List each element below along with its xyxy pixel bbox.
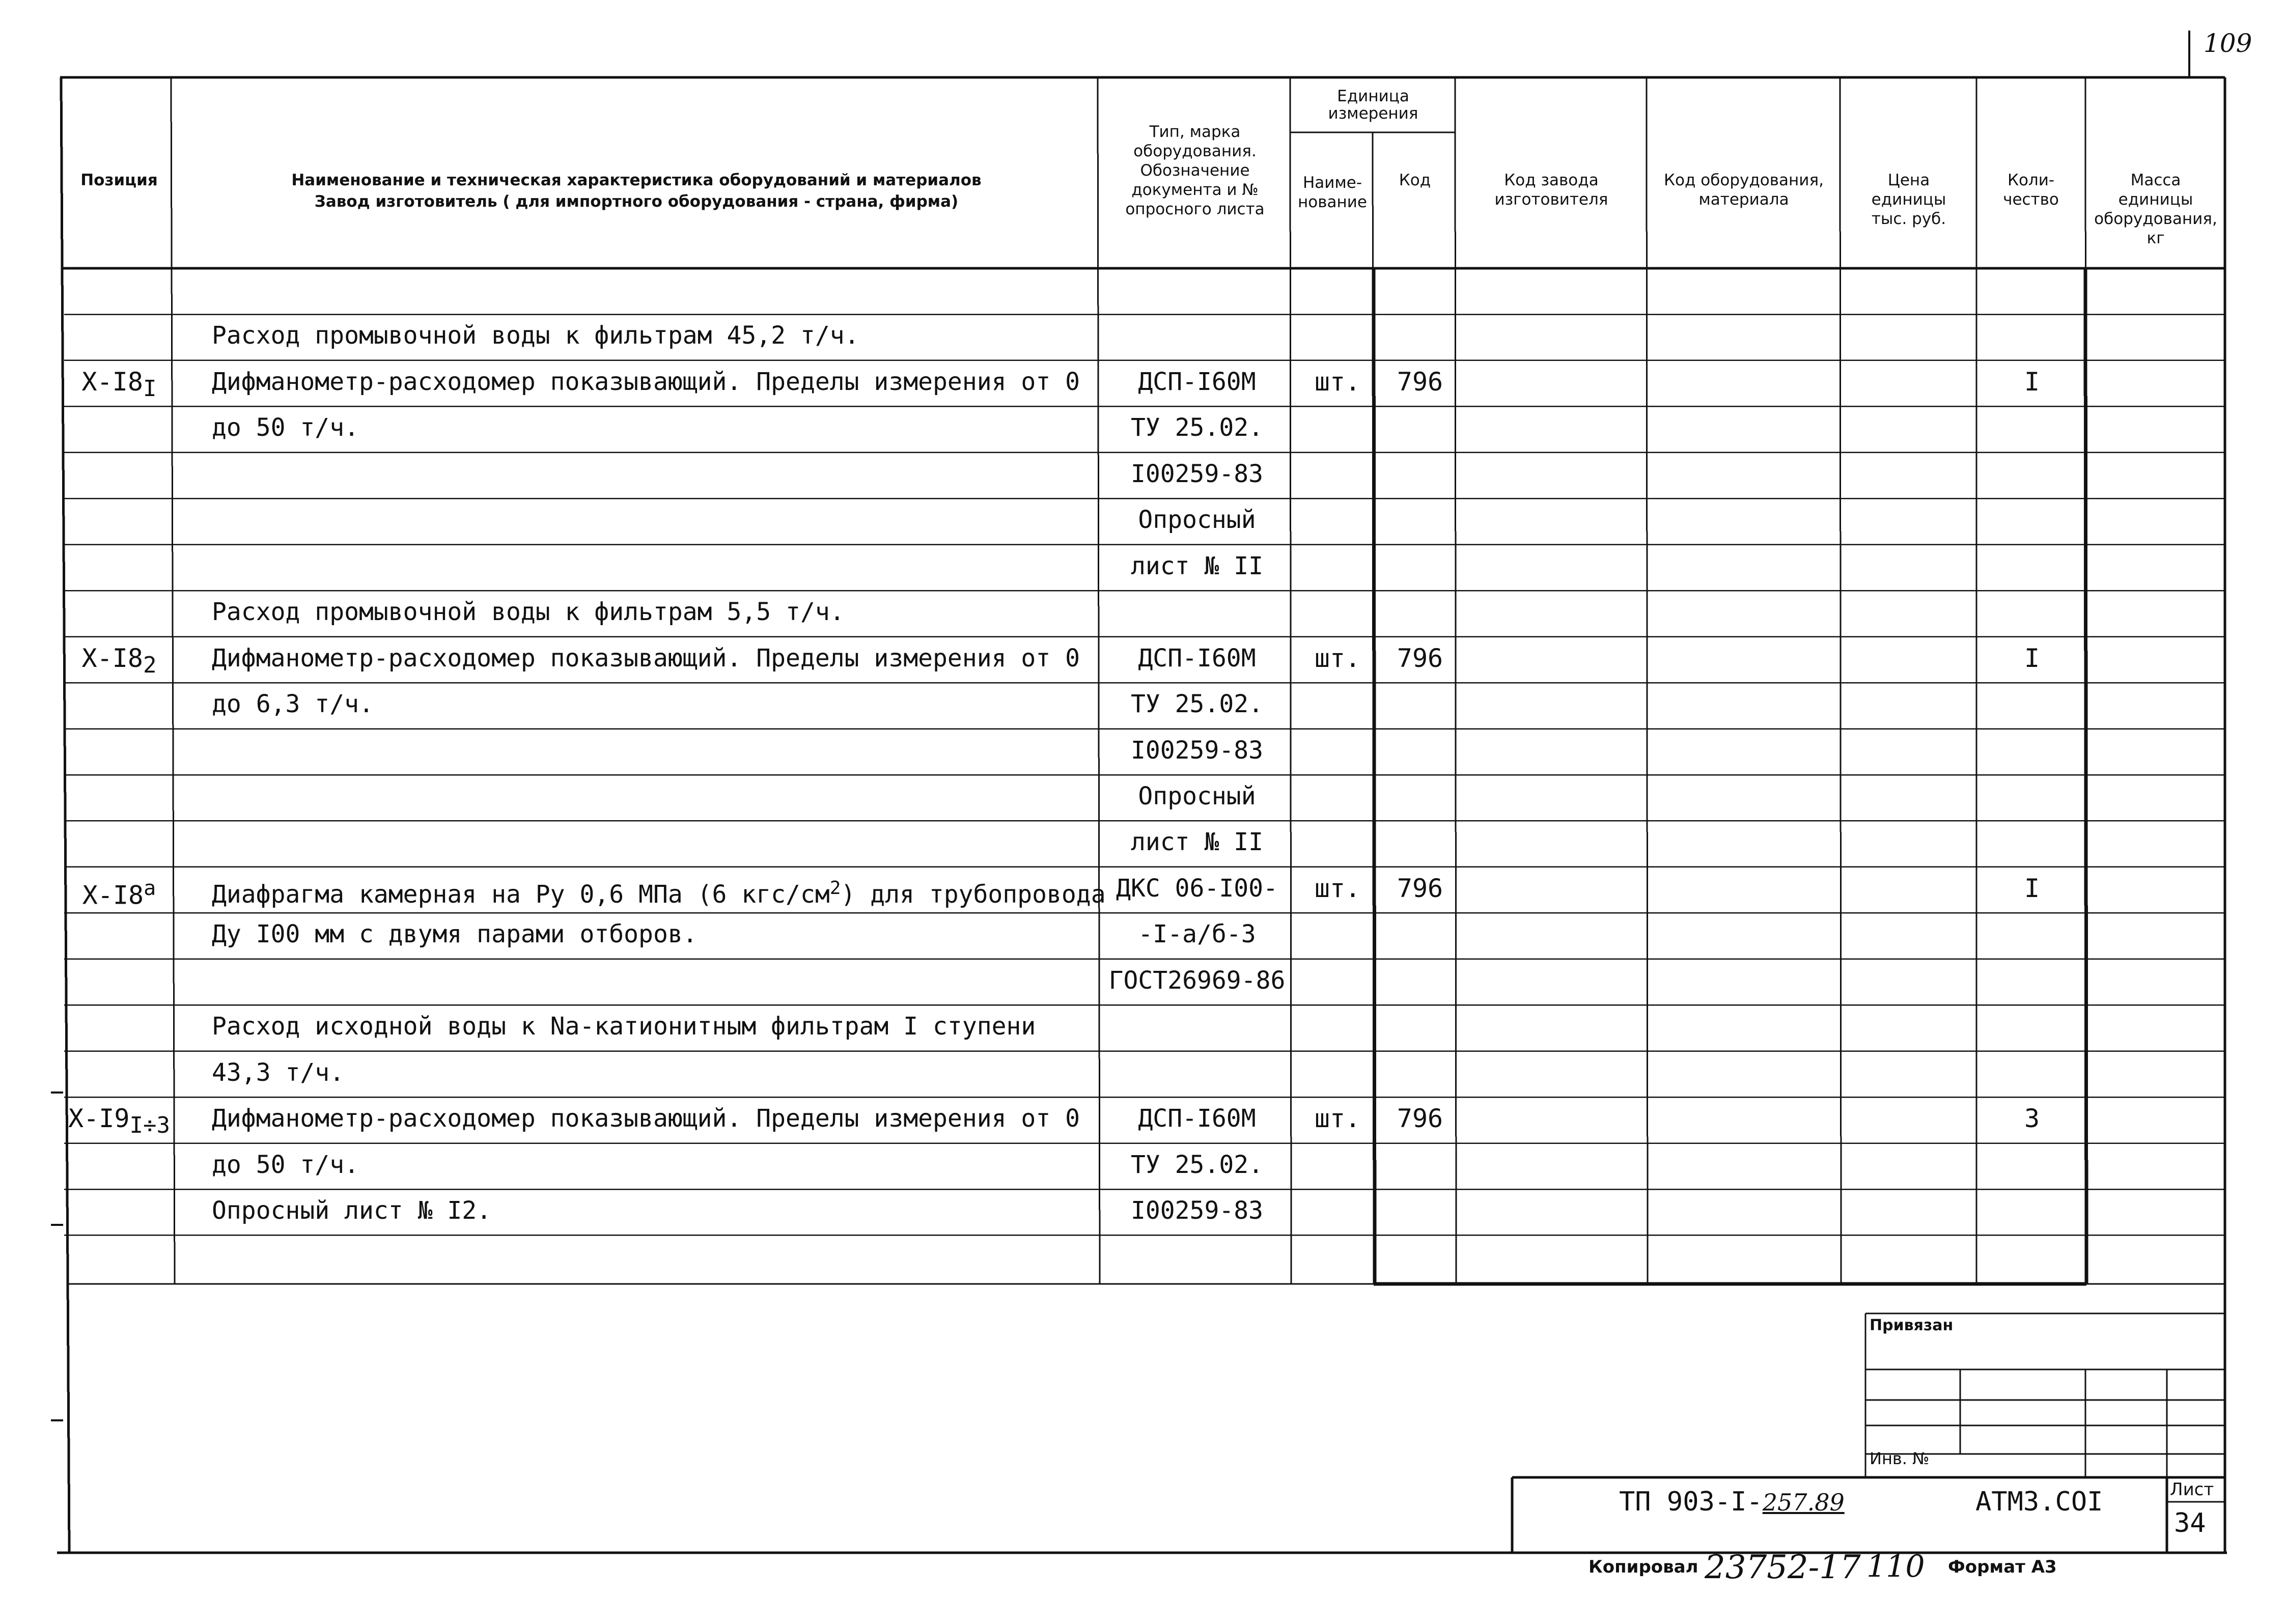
row-unit-code: 796 <box>1397 1104 1443 1134</box>
header-position: Позиция <box>80 171 158 189</box>
header-unit-name <box>1291 173 1374 212</box>
document-number-suffix: 257.89 <box>1762 1489 1845 1516</box>
row-description-text: Опросный лист № I2. <box>212 1196 492 1225</box>
header-mass-line: Масса <box>2130 171 2181 189</box>
row-type-mark: ТУ 25.02. <box>1130 690 1264 719</box>
header-unit-group-line: измерения <box>1328 104 1418 123</box>
stamp-bound-label: Привязан <box>1870 1317 1954 1334</box>
row-position-superscript: а <box>144 876 156 900</box>
header-mass-line: оборудования, <box>2094 210 2217 228</box>
header-type-line: опросного листа <box>1125 200 1265 218</box>
document-number <box>1619 1487 1845 1518</box>
header-price-line: тыс. руб. <box>1871 210 1946 228</box>
row-description-text: до 6,3 т/ч. <box>212 690 374 719</box>
sheet-number: 34 <box>2174 1508 2206 1538</box>
header-price-line: Цена <box>1887 171 1930 189</box>
row-description <box>212 919 1095 949</box>
stamp-inventory-label: Инв. № <box>1870 1449 1930 1468</box>
row-type-mark: I00259-83 <box>1130 459 1264 488</box>
row-type-mark: I00259-83 <box>1130 736 1264 765</box>
header-mass-line: кг <box>2147 229 2165 247</box>
row-position-base: Х-I8 <box>81 367 143 397</box>
row-description <box>212 597 1095 627</box>
row-description <box>212 1011 1095 1042</box>
row-description <box>212 643 1095 674</box>
row-unit-code: 796 <box>1397 643 1443 673</box>
header-type-line: Обозначение <box>1140 161 1250 180</box>
row-quantity: 3 <box>2024 1104 2040 1134</box>
row-description-text: до 50 т/ч. <box>212 1150 359 1179</box>
header-mass <box>2086 171 2225 248</box>
row-unit-name: шт. <box>1314 873 1361 903</box>
header-name-line1: Наименование и техническая характеристика оборудований и материалов <box>291 171 982 189</box>
row-position-base: Х-I8 <box>82 880 144 910</box>
row-type-mark: ДСП-I60М <box>1138 367 1256 396</box>
row-type-mark: ГОСТ26969-86 <box>1108 966 1286 995</box>
header-factory-code-line: Код завода <box>1504 171 1599 189</box>
row-description-text: Диафрагма камерная на Ру 0,6 МПа (6 кгс/см <box>212 880 830 909</box>
footer-copied-label: Копировал <box>1589 1557 1698 1577</box>
row-position <box>66 643 172 681</box>
header-quantity-line: Коли- <box>2007 171 2055 189</box>
row-description-text: Дифманометр-расходомер показывающий. Пределы измерения от 0 <box>212 643 1080 673</box>
sheet-corner-number: 109 <box>2204 29 2252 58</box>
row-position <box>66 367 172 404</box>
header-quantity <box>1976 171 2085 209</box>
row-description <box>212 689 1095 719</box>
row-description <box>212 412 1095 443</box>
row-unit-code: 796 <box>1397 367 1443 397</box>
header-price <box>1841 171 1976 229</box>
row-type-mark: лист № II <box>1130 828 1264 857</box>
row-description-text: Дифманометр-расходомер показывающий. Пределы измерения от 0 <box>212 367 1080 396</box>
row-type-mark: Опросный <box>1138 781 1256 810</box>
header-unit-group <box>1291 88 1455 122</box>
row-unit-name: шт. <box>1314 1104 1361 1134</box>
row-description <box>212 320 1095 351</box>
row-type-mark: ДСП-I60М <box>1138 1104 1256 1133</box>
header-factory-code-line: изготовителя <box>1494 190 1608 209</box>
row-type-mark: лист № II <box>1130 551 1264 580</box>
row-description-text: Расход промывочной воды к фильтрам 45,2 т/ч. <box>212 321 859 350</box>
row-unit-name: шт. <box>1314 643 1361 673</box>
header-type <box>1100 122 1290 219</box>
row-description-tail: ) для трубопровода <box>841 880 1106 909</box>
row-description-text: Ду I00 мм с двумя парами отборов. <box>212 920 698 949</box>
document-number-prefix: ТП 903-I- <box>1619 1487 1763 1517</box>
row-quantity: I <box>2024 367 2040 397</box>
header-equipment-code <box>1648 171 1840 209</box>
header-name-line2: Завод изготовитель ( для импортного оборудования - страна, фирма) <box>314 192 959 211</box>
header-mass-line: единицы <box>2118 190 2193 209</box>
document-code: АТМЗ.СОI <box>1975 1487 2103 1517</box>
header-price-line: единицы <box>1871 190 1946 209</box>
row-type-mark: Опросный <box>1138 506 1256 535</box>
row-description <box>212 1057 1095 1088</box>
header-quantity-line: чество <box>2003 190 2059 209</box>
header-unit-code: Код <box>1399 171 1431 189</box>
row-quantity: I <box>2024 643 2040 673</box>
header-equipment-code-line: материала <box>1698 190 1789 209</box>
footer-format: Формат А3 <box>1948 1557 2057 1577</box>
row-position-subscript: I <box>143 375 157 402</box>
row-position-base: Х-I9 <box>68 1104 130 1134</box>
header-unit-name-line: нование <box>1298 193 1367 211</box>
row-position <box>66 1103 172 1141</box>
row-description-text: 43,3 т/ч. <box>212 1058 345 1087</box>
footer-copy-page: 110 <box>1866 1549 1925 1584</box>
row-description <box>212 1195 1095 1226</box>
sheet-label: Лист <box>2170 1479 2214 1500</box>
header-type-line: Тип, марка <box>1149 123 1241 141</box>
row-description-superscript: 2 <box>829 877 841 899</box>
row-description <box>212 873 1106 910</box>
header-factory-code <box>1456 171 1647 209</box>
row-position <box>66 873 172 911</box>
header-unit-group-line: Единица <box>1337 87 1409 105</box>
row-type-mark: I00259-83 <box>1130 1196 1264 1225</box>
row-position-subscript: 2 <box>143 652 157 678</box>
row-type-mark: ТУ 25.02. <box>1130 1150 1264 1179</box>
row-position-subscript: I÷3 <box>129 1112 170 1139</box>
row-type-mark: ДКС 06-I00- <box>1116 874 1278 903</box>
row-description-text: Расход промывочной воды к фильтрам 5,5 т/ч. <box>212 598 845 627</box>
row-type-mark: -I-а/б-3 <box>1138 920 1256 949</box>
row-description <box>212 1150 1095 1180</box>
row-unit-code: 796 <box>1397 873 1443 903</box>
header-equipment-code-line: Код оборудования, <box>1664 171 1824 189</box>
row-position-base: Х-I8 <box>81 643 143 673</box>
row-description <box>212 367 1095 397</box>
row-type-mark: ДСП-I60М <box>1138 643 1256 673</box>
header-type-line: документа и № <box>1131 181 1259 199</box>
row-description-text: до 50 т/ч. <box>212 413 359 442</box>
header-type-line: оборудования. <box>1133 142 1257 160</box>
row-unit-name: шт. <box>1314 367 1361 397</box>
header-unit-name-line: Наиме- <box>1302 174 1362 192</box>
row-quantity: I <box>2024 873 2040 903</box>
row-description-text: Дифманометр-расходомер показывающий. Пределы измерения от 0 <box>212 1104 1080 1133</box>
row-description <box>212 1103 1095 1134</box>
row-type-mark: ТУ 25.02. <box>1130 413 1264 442</box>
footer-copy-number: 23752-17 <box>1705 1549 1861 1586</box>
row-description-text: Расход исходной воды к Na-катионитным фильтрам I ступени <box>212 1012 1036 1041</box>
